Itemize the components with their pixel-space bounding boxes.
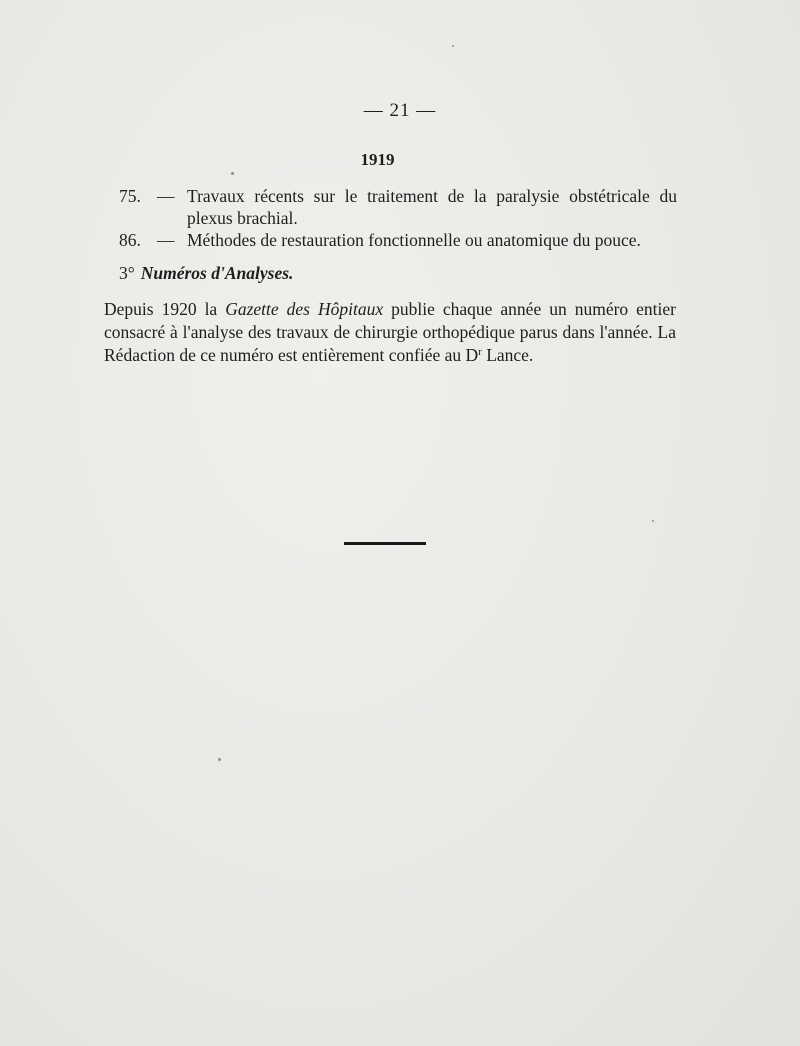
ink-speck	[231, 172, 234, 175]
list-item	[119, 185, 679, 233]
paragraph-text: publie chaque année un numéro entier consacré à l'analyse des travaux de chirurgie orthopédique parus dans l'année. La Rédaction de ce numéro est entièrement confiée au D	[104, 299, 676, 365]
horizontal-rule	[344, 542, 426, 545]
ink-speck	[652, 520, 654, 522]
superscript: r	[478, 346, 482, 358]
entry-number: 86.	[119, 230, 141, 250]
journal-title: Gazette des Hôpitaux	[225, 299, 384, 319]
page-number: — 21 —	[363, 100, 437, 121]
entry-dash: —	[157, 230, 175, 250]
paragraph-text: Lance.	[481, 345, 534, 365]
entry-text: Méthodes de restauration fonctionnelle ou anatomique du pouce.	[187, 230, 641, 250]
entry-text: Travaux récents sur le traitement de la paralysie obstétricale du plexus brachial.	[187, 186, 677, 228]
paragraph-text: Depuis 1920 la	[104, 299, 226, 319]
section-subheading	[119, 263, 293, 284]
entry-number: 75.	[119, 186, 141, 206]
section-number: 3°	[119, 263, 135, 283]
list-item	[119, 229, 679, 253]
body-paragraph	[104, 298, 676, 367]
year-heading: 1919	[360, 150, 395, 169]
entry-dash: —	[157, 186, 175, 206]
ink-speck	[452, 45, 454, 47]
ink-speck	[218, 758, 221, 761]
section-title: Numéros d'Analyses.	[140, 263, 294, 283]
